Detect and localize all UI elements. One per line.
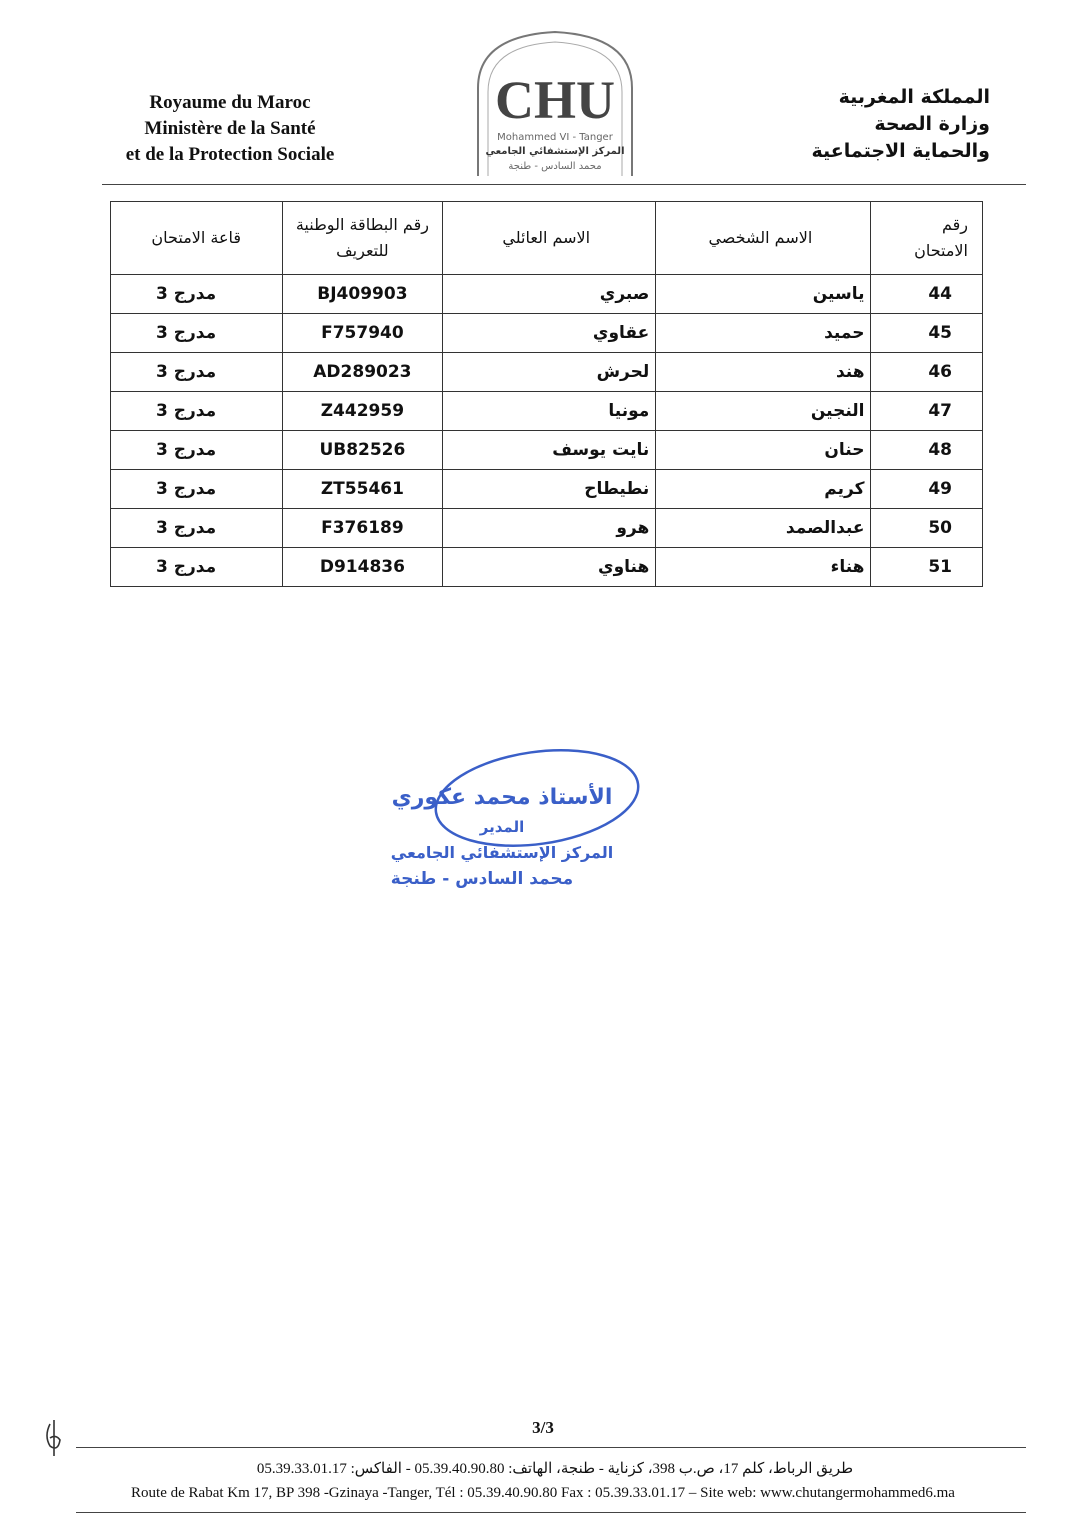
stamp-line2: المدير — [479, 818, 525, 836]
last-name-cell: لحرش — [443, 353, 656, 392]
header-ar-line: والحماية الاجتماعية — [811, 140, 990, 162]
footer-divider — [76, 1447, 1026, 1448]
national-id-cell: F376189 — [282, 509, 443, 548]
exam-number-cell: 46 — [871, 353, 983, 392]
header-ar-line: المملكة المغربية — [838, 86, 990, 108]
exam-number-cell: 44 — [871, 275, 983, 314]
national-id-cell: F757940 — [282, 314, 443, 353]
logo-ar-line1: المركز الإستشفائي الجامعي — [485, 146, 625, 157]
national-id-cell: AD289023 — [282, 353, 443, 392]
col-national-id: رقم البطاقة الوطنية للتعريف — [282, 202, 443, 275]
exam-room-cell: مدرج 3 — [111, 548, 283, 587]
col-last-name: الاسم العائلي — [443, 202, 656, 275]
last-name-cell: هناوي — [443, 548, 656, 587]
exam-room-cell: مدرج 3 — [111, 470, 283, 509]
logo-mark: CHU — [495, 70, 615, 130]
col-exam-room: قاعة الامتحان — [111, 202, 283, 275]
last-name-cell: نطيطاح — [443, 470, 656, 509]
exam-number-cell: 48 — [871, 431, 983, 470]
table-row — [111, 353, 983, 392]
header-ar-line: وزارة الصحة — [874, 113, 990, 135]
footer-address-arabic: طريق الرباط، كلم 17، ص.ب 398، كزناية - طنجة، الهاتف: 05.39.40.90.80 - الفاكس: 05.39.33.01.17 — [256, 1461, 854, 1477]
col-exam-number: رقم الامتحان — [871, 202, 983, 275]
header-fr-line: et de la Protection Sociale — [125, 144, 335, 165]
table-row — [111, 392, 983, 431]
last-name-cell: صبري — [443, 275, 656, 314]
stamp-line4: محمد السادس - طنجة — [390, 869, 574, 889]
last-name-cell: نايت يوسف — [443, 431, 656, 470]
national-id-cell: Z442959 — [282, 392, 443, 431]
first-name-cell: كريم — [656, 470, 871, 509]
exam-room-cell: مدرج 3 — [111, 392, 283, 431]
exam-room-cell: مدرج 3 — [111, 275, 283, 314]
director-stamp — [352, 746, 644, 898]
stamp-line1: الأستاذ محمد عكوري — [391, 785, 613, 810]
footer-bottom-divider — [76, 1512, 1026, 1513]
first-name-cell: عبدالصمد — [656, 509, 871, 548]
table-header-row — [111, 202, 983, 275]
exam-room-cell: مدرج 3 — [111, 353, 283, 392]
header-fr-line: Royaume du Maroc — [149, 92, 311, 113]
table-row — [111, 314, 983, 353]
header-arabic — [760, 84, 990, 165]
exam-room-cell: مدرج 3 — [111, 509, 283, 548]
national-id-cell: BJ409903 — [282, 275, 443, 314]
first-name-cell: هند — [656, 353, 871, 392]
exam-number-cell: 51 — [871, 548, 983, 587]
last-name-cell: هرو — [443, 509, 656, 548]
national-id-cell: D914836 — [282, 548, 443, 587]
exam-number-cell: 45 — [871, 314, 983, 353]
header-fr-line: Ministère de la Santé — [144, 118, 316, 139]
logo-subtitle: Mohammed VI - Tanger — [497, 132, 613, 143]
table-row — [111, 548, 983, 587]
national-id-cell: UB82526 — [282, 431, 443, 470]
exam-room-cell: مدرج 3 — [111, 431, 283, 470]
table-row — [111, 431, 983, 470]
first-name-cell: النجين — [656, 392, 871, 431]
first-name-cell: حنان — [656, 431, 871, 470]
exam-number-cell: 50 — [871, 509, 983, 548]
last-name-cell: عقاوي — [443, 314, 656, 353]
first-name-cell: هناء — [656, 548, 871, 587]
candidates-table — [110, 201, 983, 587]
header-french — [100, 90, 360, 168]
table-row — [111, 470, 983, 509]
table-row — [111, 509, 983, 548]
page-number: 3/3 — [532, 1418, 554, 1437]
exam-room-cell: مدرج 3 — [111, 314, 283, 353]
stamp-line3: المركز الإستشفائي الجامعي — [390, 843, 614, 862]
last-name-cell: مونيا — [443, 392, 656, 431]
exam-number-cell: 49 — [871, 470, 983, 509]
exam-number-cell: 47 — [871, 392, 983, 431]
first-name-cell: حميد — [656, 314, 871, 353]
national-id-cell: ZT55461 — [282, 470, 443, 509]
col-first-name: الاسم الشخصي — [656, 202, 871, 275]
footer-address-french: Route de Rabat Km 17, BP 398 -Gzinaya -Tanger, Tél : 05.39.40.90.80 Fax : 05.39.33.01.17 – Site web: www.chutangermohammed6.ma — [131, 1485, 955, 1501]
first-name-cell: ياسين — [656, 275, 871, 314]
table-row — [111, 275, 983, 314]
logo-ar-line2: محمد السادس - طنجة — [508, 161, 602, 172]
chu-logo — [470, 28, 640, 178]
header-divider — [102, 184, 1026, 185]
